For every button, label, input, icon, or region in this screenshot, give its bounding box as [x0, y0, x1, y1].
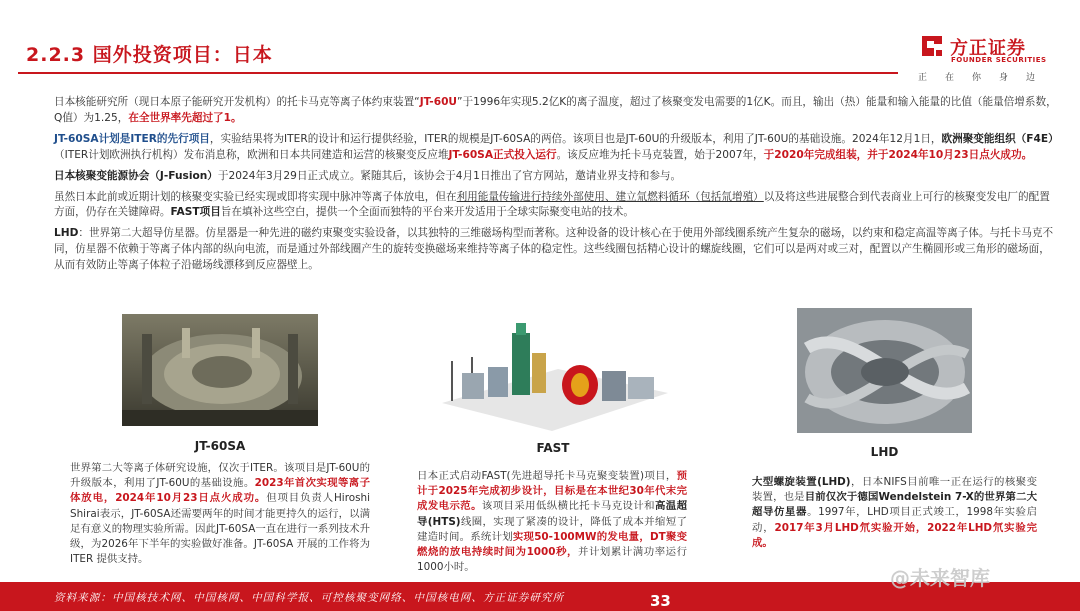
- figure-label-jt60sa: JT-60SA: [194, 439, 246, 453]
- helical-device-icon: [797, 308, 972, 433]
- bold-span: LHD: [54, 227, 79, 240]
- figure-label-lhd: LHD: [870, 445, 899, 459]
- text-span: 日本核能研究所（现日本原子能研究开发机构）的托卡马克等离子体约束装置“: [54, 96, 420, 108]
- highlight-span: 在全世界率先超过了1。: [128, 111, 242, 124]
- paragraph-jt60sa: [54, 132, 1059, 164]
- logo-name: 方正证券: [950, 38, 1026, 59]
- text-span: 日本正式启动FAST(先进超导托卡马克聚变装置)项目，: [417, 470, 677, 482]
- caption-fast: [417, 469, 687, 575]
- lhd-photo: [797, 308, 972, 433]
- page-title: 2.2.3 国外投资项目：日本: [26, 44, 273, 66]
- founder-logo-icon: [918, 32, 946, 60]
- text-span: ，实验结果将为ITER的设计和运行提供经验，ITER的规模是JT-60SA的两倍。该项目也是JT-60U的升级版本，利用了JT-60U的基础设施。2024年12月1日，: [209, 132, 942, 145]
- text-span: 。1997年，LHD项目正式竣工，1998年实验启动，: [752, 506, 1037, 534]
- text-span: 虽然日本此前或近期计划的核聚变实验已经实现或即将实现中脉冲等离子体放电，但在: [54, 190, 457, 203]
- company-logo: [918, 32, 1058, 82]
- header-divider: [18, 72, 898, 74]
- paragraph-fast: [54, 190, 1059, 222]
- highlight-span: 于2020年完成组装，并于2024年10月23日点火成功。: [763, 148, 1033, 161]
- highlight-span: 2017年3月LHD氘实验开始，2022年LHD氘实验完成。: [752, 521, 1038, 549]
- text-span: （ITER计划欧洲执行机构）发布消息称，欧洲和日本共同建造和运营的核聚变反应堆: [54, 148, 449, 161]
- fast-plant-illustration-icon: [432, 311, 674, 436]
- text-span: 旨在填补这些空白，提供一个全面而独特的平台来开发适用于全球实际聚变电站的技术。: [220, 206, 634, 219]
- bold-span: FAST项目: [170, 206, 221, 219]
- highlight-span: JT-60SA正式投入运行: [448, 148, 557, 161]
- text-span: 但项目负责人Hiroshi Shirai表示，JT-60SA还需要两年的时间才能更持久的运行，以满足有意义的物理实验所需。因此JT-60SA一直在进行一系列技术升级，为2026年下半年的实验做好准备。JT-60SA 开展的工作将为 ITER 提供支持。: [70, 492, 370, 566]
- watermark: @未来智库: [890, 566, 990, 590]
- fast-diagram: [432, 311, 674, 436]
- text-span: 于2024年3月29日正式成立。紧随其后，该协会于4月1日推出了官方网站，邀请业界支持和参与。: [217, 169, 682, 182]
- jt60sa-photo: [122, 314, 318, 426]
- paragraph-lhd: [54, 226, 1059, 274]
- text-span: ：世界第二大超导仿星器。仿星器是一种先进的磁约束聚变实验设备，以其独特的三维磁场构型而著称。这种设备的设计核心在于使用外部线圈系统产生复杂的磁场，以约束和稳定高温等离子体。与托卡马克不同，仿星器不依赖于等离子体内部的纵向电流，而是通过外部线圈产生的旋转变换磁场来维持等离子体的稳定性。这些线圈包括精心设计的螺旋线圈，它们可以是两对或三对，配置以产生椭圆形或三角形的磁场面，从而有效防止等离子体粒子沿磁场线漂移到反应器壁上。: [54, 227, 1054, 272]
- figure-label-fast: FAST: [536, 441, 570, 455]
- text-span: 该项目采用低纵横比托卡马克设计和: [481, 500, 655, 513]
- bold-span: 高温超导(HTS): [417, 500, 688, 528]
- text-span: 以及将这些进展整合到代表商业上可行的核聚变发电厂的配置方面，仍存在关键障碍。: [54, 190, 1050, 219]
- text-span: 。该反应堆为托卡马克装置，始于2007年，: [556, 148, 764, 161]
- text-span: 并计划累计满功率运行1000小时。: [417, 546, 687, 574]
- logo-english-name: FOUNDER SECURITIES: [951, 56, 1047, 64]
- highlight-span: JT-60SA计划是ITER的先行项目: [54, 132, 210, 145]
- tokamak-machine-icon: [122, 314, 318, 426]
- text-span: 世界第二大等离子体研究设施，仅次于ITER。该项目是JT-60U的升级版本，利用了JT-60U的基础设施。: [70, 462, 370, 490]
- caption-lhd: [752, 475, 1037, 551]
- highlight-span: 预计于2025年完成初步设计，目标是在本世纪30年代末完成发电示范。: [417, 470, 687, 513]
- caption-jt60sa: [70, 461, 370, 567]
- text-span: 线圈，实现了紧凑的设计，降低了成本并缩短了建造时间。系统计划: [417, 515, 688, 543]
- underline-span: 利用能量传输进行持续外部使用、建立氚燃料循环（包括氚增殖）: [456, 190, 764, 203]
- source-note: 资料来源：中国核技术网、中国核网、中国科学报、可控核聚变网络、中国核电网、方正证券研究所: [54, 592, 565, 604]
- bold-span: 欧洲聚变能组织（F4E）: [941, 132, 1059, 145]
- bold-span: 目前仅次于德国Wendelstein 7-X的世界第二大超导仿星器: [752, 491, 1037, 519]
- highlight-span: 实现50-100MW的发电量，DT聚变燃烧的放电持续时间为1000秒，: [417, 530, 688, 559]
- paragraph-jfusion: [54, 169, 1059, 185]
- paragraph-jt60u: [54, 95, 1059, 127]
- body-text: [54, 95, 1059, 274]
- highlight-span: 2023年首次实现等离子体放电，2024年10月23日点火成功。: [70, 477, 370, 505]
- text-span: ，日本NIFS目前唯一正在运行的核聚变装置，也是: [752, 476, 1037, 504]
- bold-span: 大型螺旋装置(LHD): [752, 476, 851, 488]
- page-number: 33: [650, 592, 671, 610]
- logo-slogan: 正在你身边: [918, 73, 1054, 83]
- bold-span: 日本核聚变能源协会（J-Fusion）: [54, 169, 218, 182]
- text-span: ”于1996年实现5.2亿K的离子温度，超过了核聚变发电需要的1亿K。而且，输出（热）能量和输入能量的比值（能量倍增系数，Q值）为1.25，: [54, 96, 1057, 124]
- highlight-span: JT-60U: [419, 96, 458, 108]
